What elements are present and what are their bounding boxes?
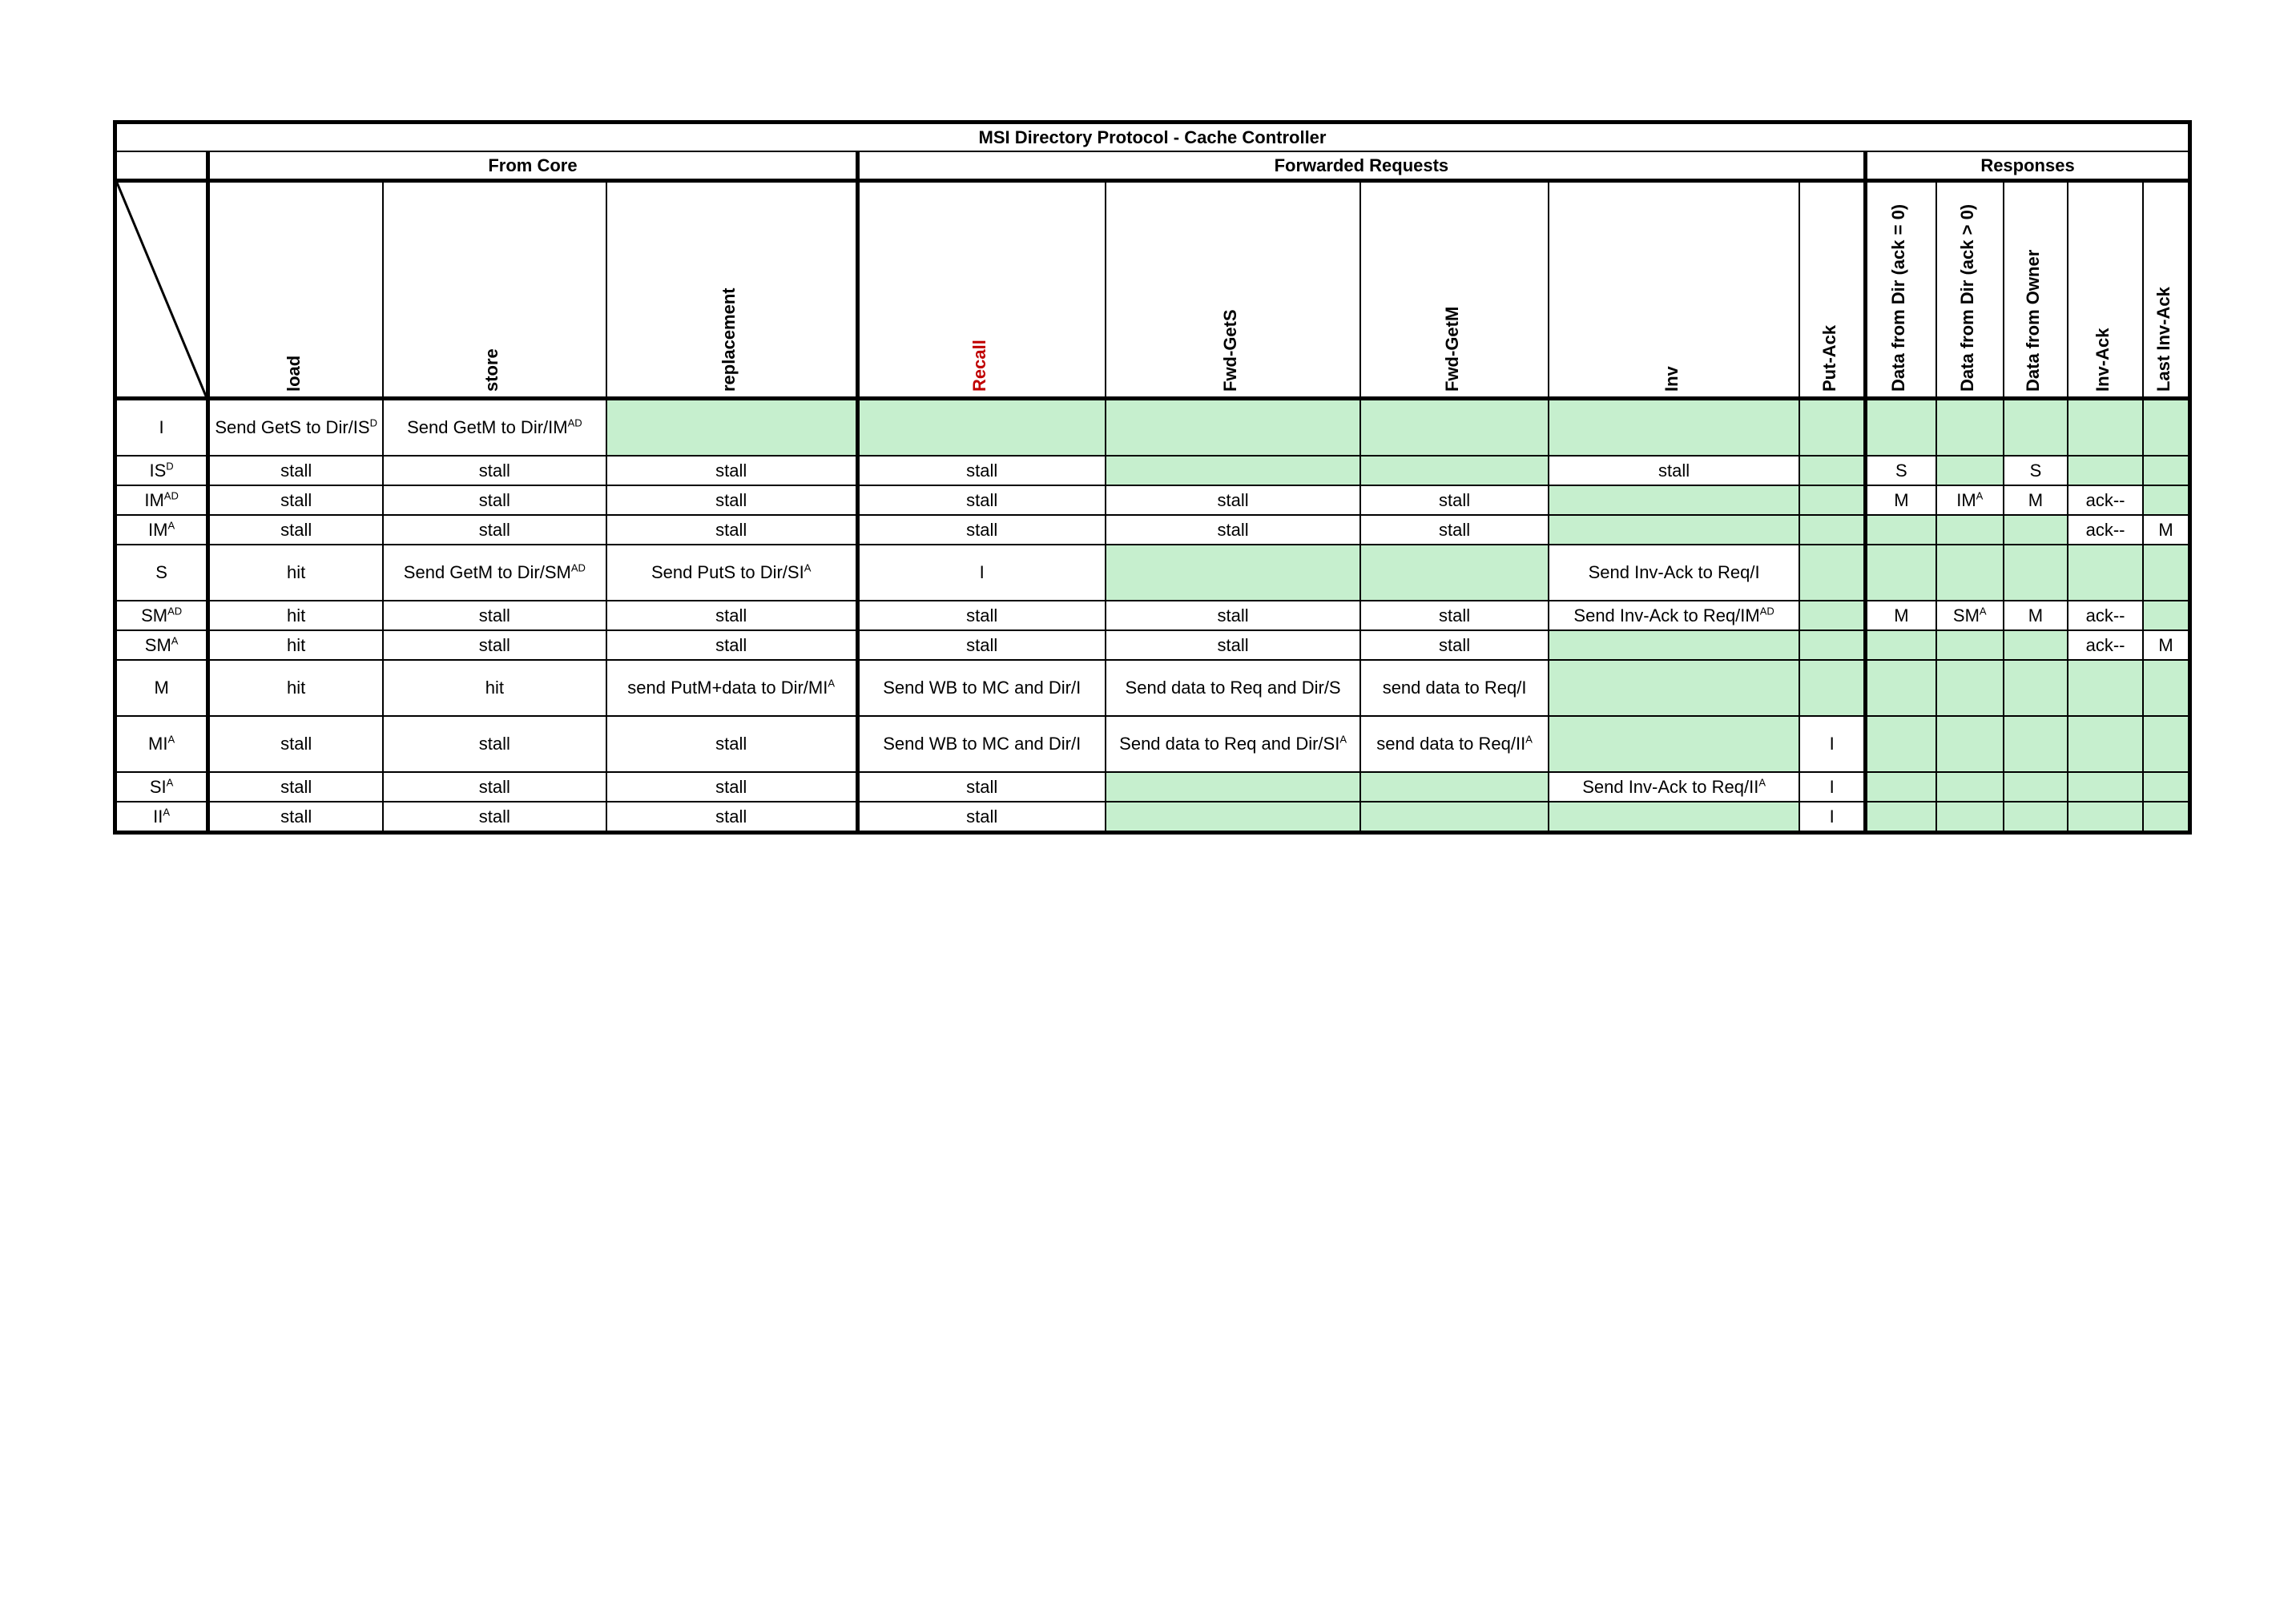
table-body	[115, 399, 2190, 833]
cell-text: stall	[966, 489, 998, 510]
cell-text: I	[979, 562, 985, 582]
transition-cell	[857, 601, 1106, 630]
empty-cell	[2143, 660, 2189, 716]
transition-cell	[208, 456, 383, 485]
state-name: MI	[148, 734, 168, 754]
empty-cell	[1106, 456, 1361, 485]
transition-cell	[383, 660, 606, 716]
transition-cell	[1106, 660, 1361, 716]
cell-text: stall	[966, 776, 998, 797]
empty-cell	[2068, 802, 2143, 833]
transition-cell	[383, 485, 606, 515]
empty-cell	[1549, 716, 1800, 772]
transition-cell	[2004, 485, 2068, 515]
transition-cell	[208, 515, 383, 545]
transition-cell	[1549, 772, 1800, 802]
cell-text: Send WB to MC and Dir/I	[883, 734, 1082, 754]
state-name: S	[155, 562, 167, 582]
cell-text: I	[1829, 776, 1835, 797]
cell-text: send data to Req/I	[1382, 678, 1527, 698]
empty-cell	[2004, 660, 2068, 716]
state-name: SI	[149, 776, 167, 797]
protocol-table	[113, 120, 2192, 835]
empty-cell	[1866, 545, 1936, 601]
cell-text: stall	[966, 519, 998, 540]
transition-cell	[208, 399, 383, 457]
transition-cell	[208, 772, 383, 802]
transition-cell	[606, 515, 858, 545]
cell-text: stall	[1658, 460, 1690, 481]
transition-cell	[857, 545, 1106, 601]
column-header-inv: Inv	[1549, 181, 1800, 399]
transition-cell	[857, 716, 1106, 772]
transition-cell	[857, 660, 1106, 716]
transition-cell	[208, 802, 383, 833]
empty-cell	[2004, 802, 2068, 833]
cell-text: stall	[1439, 634, 1471, 655]
column-header-replacement: replacement	[606, 181, 858, 399]
state-name: II	[153, 806, 163, 827]
empty-cell	[1799, 660, 1865, 716]
cell-text: M	[2028, 489, 2044, 510]
transition-cell	[606, 485, 858, 515]
cell-text: stall	[715, 634, 747, 655]
state-label	[115, 456, 208, 485]
column-header-put-ack: Put-Ack	[1799, 181, 1865, 399]
transition-cell	[1549, 601, 1800, 630]
transition-cell	[1106, 630, 1361, 660]
empty-cell	[1866, 772, 1936, 802]
cell-text: stall	[715, 605, 747, 625]
transition-cell	[208, 716, 383, 772]
cell-text: Send WB to MC and Dir/I	[883, 678, 1082, 698]
empty-cell	[1549, 515, 1800, 545]
table-row	[115, 772, 2190, 802]
corner-diagonal	[115, 181, 208, 399]
empty-cell	[1866, 660, 1936, 716]
cell-text: Send GetS to Dir/IS	[215, 417, 370, 437]
cell-text: stall	[715, 776, 747, 797]
cell-text: stall	[715, 519, 747, 540]
transition-cell	[1936, 485, 2004, 515]
column-header-load: load	[208, 181, 383, 399]
cell-text: stall	[1439, 605, 1471, 625]
empty-cell	[606, 399, 858, 457]
column-header-recall: Recall	[857, 181, 1106, 399]
cell-superscript: A	[1758, 776, 1766, 789]
table-row	[115, 515, 2190, 545]
state-name: IM	[144, 489, 164, 510]
transition-cell	[1799, 802, 1865, 833]
empty-cell	[2143, 772, 2189, 802]
cell-text: M	[2158, 519, 2173, 540]
transition-cell	[1549, 545, 1800, 601]
empty-cell	[1936, 630, 2004, 660]
transition-cell	[2143, 630, 2189, 660]
cell-superscript: A	[1525, 733, 1533, 746]
corner-spacer	[115, 151, 208, 181]
empty-cell	[1799, 485, 1865, 515]
state-name: SM	[141, 605, 168, 625]
state-superscript: AD	[167, 605, 183, 617]
transition-cell	[1799, 716, 1865, 772]
transition-cell	[1866, 456, 1936, 485]
cell-text: Send GetM to Dir/SM	[403, 562, 571, 582]
transition-cell	[1360, 485, 1548, 515]
cell-text: ack--	[2085, 605, 2125, 625]
state-superscript: AD	[163, 489, 179, 502]
state-superscript: A	[166, 776, 174, 789]
empty-cell	[2004, 515, 2068, 545]
cell-text: Send PutS to Dir/SI	[651, 562, 804, 582]
transition-cell	[2068, 630, 2143, 660]
cell-text: stall	[966, 460, 998, 481]
cell-text: hit	[287, 678, 306, 698]
transition-cell	[383, 515, 606, 545]
transition-cell	[606, 802, 858, 833]
transition-cell	[1360, 630, 1548, 660]
table-row	[115, 545, 2190, 601]
cell-text: hit	[485, 678, 504, 698]
transition-cell	[606, 716, 858, 772]
cell-superscript: A	[1979, 605, 1987, 617]
column-header-last-inv-ack: Last Inv-Ack	[2143, 181, 2189, 399]
cell-text: stall	[1217, 634, 1249, 655]
state-label	[115, 716, 208, 772]
column-header-inv-ack: Inv-Ack	[2068, 181, 2143, 399]
transition-cell	[208, 601, 383, 630]
transition-cell	[2068, 601, 2143, 630]
transition-cell	[606, 630, 858, 660]
cell-text: S	[2029, 460, 2042, 481]
cell-text: Send data to Req and Dir/SI	[1119, 734, 1340, 754]
group-responses: Responses	[1866, 151, 2190, 181]
cell-text: I	[1829, 806, 1835, 827]
transition-cell	[1360, 660, 1548, 716]
empty-cell	[2143, 485, 2189, 515]
cell-text: Send data to Req and Dir/S	[1125, 678, 1341, 698]
cell-text: stall	[478, 519, 510, 540]
state-name: M	[154, 678, 169, 698]
cell-text: ack--	[2085, 634, 2125, 655]
state-superscript: A	[171, 634, 179, 647]
cell-superscript: A	[1976, 489, 1984, 502]
transition-cell	[2004, 456, 2068, 485]
transition-cell	[383, 716, 606, 772]
empty-cell	[1549, 485, 1800, 515]
empty-cell	[2004, 630, 2068, 660]
transition-cell	[208, 660, 383, 716]
state-label	[115, 802, 208, 833]
empty-cell	[1936, 772, 2004, 802]
transition-cell	[208, 485, 383, 515]
transition-cell	[1866, 601, 1936, 630]
transition-cell	[1360, 601, 1548, 630]
empty-cell	[1799, 545, 1865, 601]
transition-cell	[1106, 515, 1361, 545]
cell-text: stall	[966, 605, 998, 625]
cell-text: stall	[478, 489, 510, 510]
table-row	[115, 630, 2190, 660]
transition-cell	[857, 485, 1106, 515]
cell-text: Send Inv-Ack to Req/II	[1582, 776, 1759, 797]
state-label	[115, 485, 208, 515]
empty-cell	[2143, 456, 2189, 485]
empty-cell	[1360, 545, 1548, 601]
empty-cell	[1549, 660, 1800, 716]
empty-cell	[2143, 802, 2189, 833]
state-superscript: A	[163, 806, 171, 819]
cell-superscript: D	[369, 416, 377, 429]
table-title: MSI Directory Protocol - Cache Controller	[115, 123, 2190, 152]
column-header-store: store	[383, 181, 606, 399]
diagonal-line-icon	[117, 183, 206, 396]
state-superscript: D	[166, 460, 174, 473]
cell-text: M	[1894, 605, 1909, 625]
column-header-data-from-owner: Data from Owner	[2004, 181, 2068, 399]
empty-cell	[2143, 601, 2189, 630]
column-header-fwd-getm: Fwd-GetM	[1360, 181, 1548, 399]
transition-cell	[1360, 515, 1548, 545]
empty-cell	[1936, 399, 2004, 457]
empty-cell	[1549, 802, 1800, 833]
empty-cell	[1106, 545, 1361, 601]
state-superscript: A	[167, 519, 175, 532]
transition-cell	[857, 630, 1106, 660]
cell-text: hit	[287, 562, 306, 582]
cell-text: ack--	[2085, 489, 2125, 510]
empty-cell	[1866, 716, 1936, 772]
transition-cell	[606, 772, 858, 802]
empty-cell	[1549, 399, 1800, 457]
empty-cell	[1936, 716, 2004, 772]
state-label	[115, 660, 208, 716]
group-forwarded-requests: Forwarded Requests	[857, 151, 1865, 181]
state-name: IM	[148, 519, 168, 540]
cell-text: I	[1829, 734, 1835, 754]
cell-text: IM	[1956, 489, 1976, 510]
transition-cell	[606, 456, 858, 485]
state-name: I	[159, 417, 164, 437]
cell-text: hit	[287, 634, 306, 655]
empty-cell	[1360, 772, 1548, 802]
cell-text: stall	[715, 489, 747, 510]
cell-text: stall	[1217, 605, 1249, 625]
empty-cell	[1360, 802, 1548, 833]
transition-cell	[383, 630, 606, 660]
empty-cell	[1799, 515, 1865, 545]
empty-cell	[1360, 456, 1548, 485]
cell-text: Send GetM to Dir/IM	[407, 417, 568, 437]
protocol-table-sheet	[113, 120, 2192, 835]
cell-text: stall	[478, 776, 510, 797]
column-header-data-from-dir-ack0: Data from Dir (ack = 0)	[1866, 181, 1936, 399]
empty-cell	[1936, 660, 2004, 716]
table-row	[115, 660, 2190, 716]
empty-cell	[1549, 630, 1800, 660]
cell-text: Send Inv-Ack to Req/I	[1588, 562, 1760, 582]
state-label	[115, 630, 208, 660]
table-row	[115, 399, 2190, 457]
empty-cell	[1936, 545, 2004, 601]
empty-cell	[2068, 399, 2143, 457]
cell-text: S	[1895, 460, 1907, 481]
cell-text: stall	[715, 806, 747, 827]
cell-text: stall	[715, 460, 747, 481]
cell-text: stall	[280, 776, 312, 797]
cell-text: SM	[1952, 605, 1980, 625]
cell-text: send data to Req/II	[1376, 734, 1526, 754]
transition-cell	[383, 772, 606, 802]
empty-cell	[1106, 802, 1361, 833]
transition-cell	[383, 545, 606, 601]
column-header-data-from-dir-ackgt0: Data from Dir (ack > 0)	[1936, 181, 2004, 399]
empty-cell	[857, 399, 1106, 457]
empty-cell	[2068, 660, 2143, 716]
table-row	[115, 716, 2190, 772]
transition-cell	[1799, 772, 1865, 802]
empty-cell	[1106, 399, 1361, 457]
empty-cell	[1799, 601, 1865, 630]
cell-text: stall	[280, 519, 312, 540]
empty-cell	[2068, 456, 2143, 485]
cell-text: stall	[1217, 489, 1249, 510]
empty-cell	[1866, 399, 1936, 457]
cell-text: stall	[280, 460, 312, 481]
transition-cell	[606, 545, 858, 601]
transition-cell	[208, 630, 383, 660]
cell-text: stall	[1217, 519, 1249, 540]
state-label	[115, 515, 208, 545]
empty-cell	[1936, 456, 2004, 485]
state-label	[115, 772, 208, 802]
cell-text: send PutM+data to Dir/MI	[627, 678, 828, 698]
transition-cell	[1936, 601, 2004, 630]
transition-cell	[857, 515, 1106, 545]
transition-cell	[1360, 716, 1548, 772]
cell-superscript: AD	[570, 561, 586, 574]
empty-cell	[1866, 630, 1936, 660]
cell-text: stall	[478, 734, 510, 754]
transition-cell	[2004, 601, 2068, 630]
empty-cell	[2004, 716, 2068, 772]
table-row	[115, 456, 2190, 485]
empty-cell	[1360, 399, 1548, 457]
transition-cell	[1106, 601, 1361, 630]
table-row	[115, 485, 2190, 515]
transition-cell	[208, 545, 383, 601]
state-name: IS	[149, 460, 167, 481]
table-row	[115, 802, 2190, 833]
empty-cell	[1799, 456, 1865, 485]
table-row	[115, 601, 2190, 630]
cell-text: stall	[478, 806, 510, 827]
empty-cell	[1936, 515, 2004, 545]
empty-cell	[2004, 545, 2068, 601]
cell-text: Send Inv-Ack to Req/IM	[1573, 605, 1760, 625]
empty-cell	[2143, 545, 2189, 601]
state-name: SM	[144, 634, 171, 655]
state-label	[115, 601, 208, 630]
empty-cell	[2004, 399, 2068, 457]
empty-cell	[1106, 772, 1361, 802]
empty-cell	[1799, 630, 1865, 660]
state-superscript: A	[167, 733, 175, 746]
empty-cell	[1799, 399, 1865, 457]
cell-text: stall	[1439, 489, 1471, 510]
transition-cell	[1106, 485, 1361, 515]
transition-cell	[2068, 515, 2143, 545]
empty-cell	[2068, 545, 2143, 601]
transition-cell	[383, 456, 606, 485]
cell-text: stall	[966, 806, 998, 827]
cell-text: stall	[1439, 519, 1471, 540]
cell-text: M	[2158, 634, 2173, 655]
transition-cell	[857, 456, 1106, 485]
cell-text: stall	[280, 489, 312, 510]
cell-superscript: AD	[567, 416, 582, 429]
empty-cell	[2004, 772, 2068, 802]
cell-superscript: AD	[1759, 605, 1774, 617]
state-label	[115, 399, 208, 457]
transition-cell	[2068, 485, 2143, 515]
transition-cell	[383, 802, 606, 833]
transition-cell	[1549, 456, 1800, 485]
cell-text: stall	[280, 806, 312, 827]
empty-cell	[2143, 399, 2189, 457]
cell-text: stall	[478, 634, 510, 655]
transition-cell	[1866, 485, 1936, 515]
empty-cell	[2068, 772, 2143, 802]
cell-text: stall	[966, 634, 998, 655]
transition-cell	[383, 399, 606, 457]
empty-cell	[2068, 716, 2143, 772]
cell-text: M	[2028, 605, 2044, 625]
transition-cell	[2143, 515, 2189, 545]
transition-cell	[857, 802, 1106, 833]
cell-text: stall	[280, 734, 312, 754]
empty-cell	[1866, 515, 1936, 545]
cell-text: M	[1894, 489, 1909, 510]
cell-text: stall	[478, 605, 510, 625]
cell-superscript: A	[804, 561, 812, 574]
cell-superscript: A	[828, 677, 836, 690]
state-label	[115, 545, 208, 601]
empty-cell	[1866, 802, 1936, 833]
cell-text: stall	[478, 460, 510, 481]
empty-cell	[2143, 716, 2189, 772]
transition-cell	[606, 660, 858, 716]
cell-text: stall	[715, 734, 747, 754]
empty-cell	[1936, 802, 2004, 833]
cell-text: ack--	[2085, 519, 2125, 540]
transition-cell	[383, 601, 606, 630]
cell-superscript: A	[1339, 733, 1347, 746]
group-from-core: From Core	[208, 151, 858, 181]
cell-text: hit	[287, 605, 306, 625]
transition-cell	[1106, 716, 1361, 772]
transition-cell	[857, 772, 1106, 802]
column-header-fwd-gets: Fwd-GetS	[1106, 181, 1361, 399]
transition-cell	[606, 601, 858, 630]
